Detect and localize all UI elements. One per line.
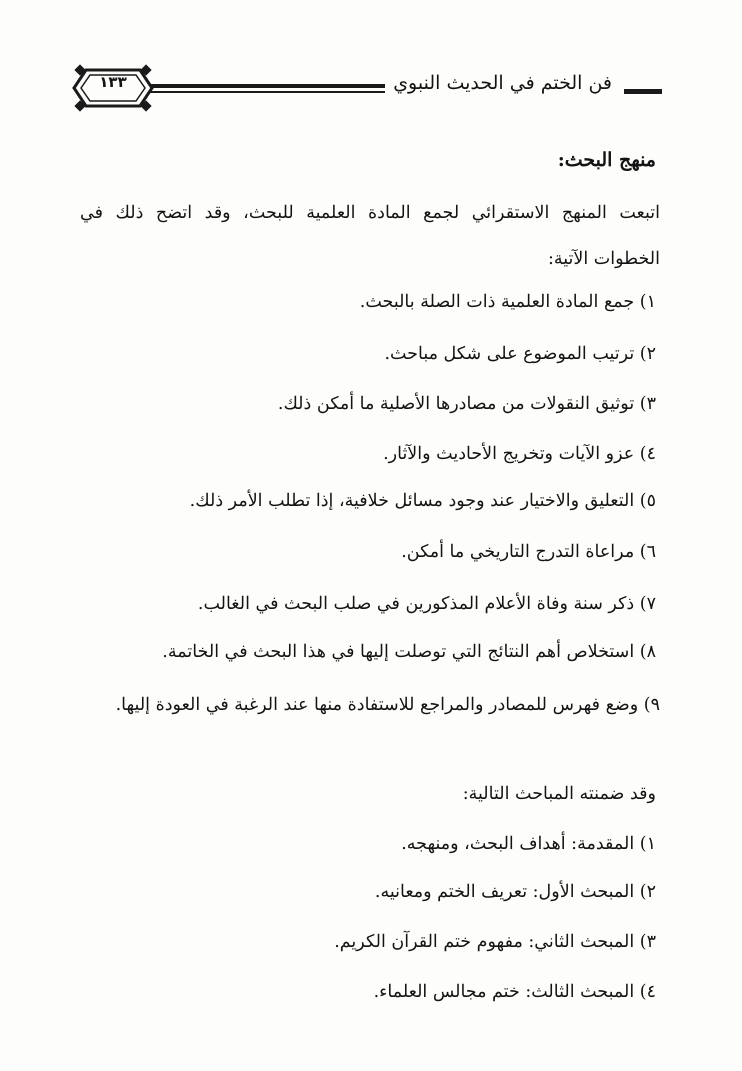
step-1: ١) جمع المادة العلمية ذات الصلة بالبحث. xyxy=(359,292,656,312)
step-8: ٨) استخلاص أهم النتائج التي توصلت إليها في هذا البحث في الخاتمة. xyxy=(162,642,656,662)
page-number: ١٣٣ xyxy=(99,73,127,91)
running-title: فن الختم في الحديث النبوي xyxy=(393,72,612,94)
contents-item-2: ٢) المبحث الأول: تعريف الختم ومعانيه. xyxy=(374,882,656,902)
header-rule xyxy=(150,84,385,96)
contents-item-1: ١) المقدمة: أهداف البحث، ومنهجه. xyxy=(401,834,656,854)
contents-item-4: ٤) المبحث الثالث: ختم مجالس العلماء. xyxy=(373,982,656,1002)
step-5: ٥) التعليق والاختيار عند وجود مسائل خلافية، إذا تطلب الأمر ذلك. xyxy=(189,491,656,511)
step-3: ٣) توثيق النقولات من مصادرها الأصلية ما أمكن ذلك. xyxy=(277,394,656,414)
intro-paragraph: اتبعت المنهج الاستقرائي لجمع المادة العلمية للبحث، وقد اتضح ذلك في الخطوات الآتية: xyxy=(80,203,660,269)
step-9: ٩) وضع فهرس للمصادر والمراجع للاستفادة منها عند الرغبة في العودة إليها. xyxy=(115,695,660,715)
contents-intro: وقد ضمنته المباحث التالية: xyxy=(462,784,656,804)
step-6: ٦) مراعاة التدرج التاريخي ما أمكن. xyxy=(401,542,656,562)
section-heading: منهج البحث: xyxy=(557,149,656,171)
step-7: ٧) ذكر سنة وفاة الأعلام المذكورين في صلب البحث في الغالب. xyxy=(197,594,656,614)
page-header xyxy=(0,60,742,122)
step-4: ٤) عزو الآيات وتخريج الأحاديث والآثار. xyxy=(383,444,656,464)
contents-item-3: ٣) المبحث الثاني: مفهوم ختم القرآن الكريم. xyxy=(334,932,656,952)
step-2: ٢) ترتيب الموضوع على شكل مباحث. xyxy=(384,344,656,364)
header-rule-mark xyxy=(624,89,662,94)
